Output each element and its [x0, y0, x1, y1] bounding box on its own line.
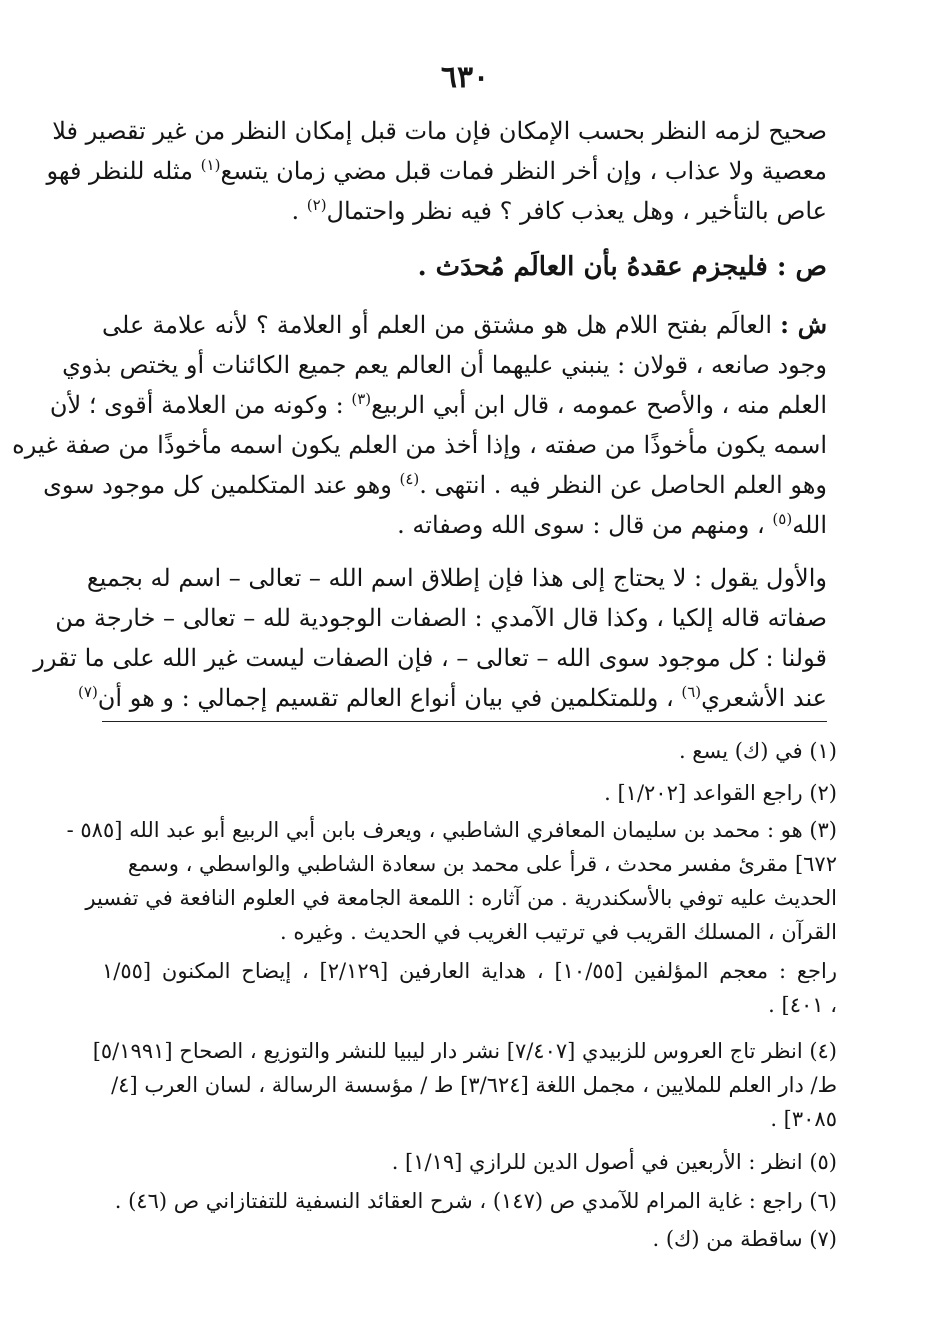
page-number: ٦٣٠	[440, 60, 490, 95]
footnote-ref-1[interactable]: (١)	[200, 156, 221, 174]
footnote-3-reference-line-1: راجع : معجم المؤلفين [١٠/٥٥] ، هداية العارفين [٢/١٢٩] ، إيضاح المكنون [١/٥٥	[102, 959, 837, 983]
matn-marker: ص :	[776, 252, 827, 282]
body-line-13: عند الأشعري$^{(٦)}$ ، وللمتكلمين في بيان أنواع العالم تقسيم إجمالي : و هو أن$^{(٧)}$	[78, 683, 827, 712]
footnote-4-line-1: (٤) انظر تاج العروس للزبيدي [٧/٤٠٧] نشر دار ليبيا للنشر والتوزيع ، الصحاح [٥/١٩٩١]	[92, 1039, 837, 1063]
body-line-10: والأول يقول : لا يحتاج إلى هذا فإن إطلاق اسم الله – تعالى – اسم له بجميع	[86, 564, 827, 592]
footnote-3-line-3: الحديث عليه توفي بالأسكندرية . من آثاره : اللمعة الجامعة في العلوم النافعة في تفسير	[85, 886, 837, 910]
footnote-ref-2[interactable]: (٢)	[306, 196, 327, 214]
footnote-7: (٧) ساقطة من (ك) .	[652, 1227, 837, 1251]
footnote-ref-7[interactable]: (٧)	[78, 683, 98, 701]
body-line-12: قولنا : كل موجود سوى الله – تعالى – ، فإن الصفات ليست غير الله على ما تقرر	[33, 644, 827, 672]
footnote-3-line-2: ٦٧٢] مقرئ مفسر محدث ، قرأ على محمد بن سعادة الشاطبي والواسطي ، وسمع	[127, 852, 837, 876]
body-line-2: معصية ولا عذاب ، وإن أخر النظر فمات قبل مضي زمان يتسع$^{(١)}$ مثله للنظر فهو	[46, 156, 827, 185]
footnote-ref-6[interactable]: (٦)	[681, 683, 702, 701]
footnote-ref-3[interactable]: (٣)	[351, 390, 372, 408]
footnote-3-line-4: القرآن ، المسلك القريب في ترتيب الغريب في الحديث . وغيره .	[280, 920, 837, 944]
sharh-marker: ش :	[780, 310, 827, 339]
body-line-4: ش : العالَم بفتح اللام هل هو مشتق من العلم أو العلامة ؟ لأنه علامة على	[102, 310, 827, 339]
footnote-3-reference-line-2: ، ٤٠١] .	[768, 993, 837, 1017]
body-line-7: اسمه يكون مأخوذًا من صفته ، وإذا أخذ من العلم يكون اسمه مأخوذًا من صفة غيره	[12, 431, 827, 459]
body-line-8: وهو العلم الحاصل عن النظر فيه . انتهى .$^{(٤)}$ وهو عند المتكلمين كل موجود سوى	[43, 470, 827, 499]
body-line-6: العلم منه ، والأصح عمومه ، قال ابن أبي الربيع$^{(٣)}$ : وكونه من العلامة أقوى ؛ لأن	[49, 390, 827, 419]
footnote-6: (٦) راجع : غاية المرام للآمدي ص (١٤٧) ، شرح العقائد النسفية للتفتازاني ص (٤٦) .	[114, 1189, 837, 1213]
body-line-11: صفاته قاله إلكيا ، وكذا قال الآمدي : الصفات الوجودية لله – تعالى – خارجة من	[55, 604, 827, 632]
footnote-ref-5[interactable]: (٥)	[772, 510, 793, 528]
body-line-3: عاص بالتأخير ، وهل يعذب كافر ؟ فيه نظر واحتمال$^{(٢)}$ .	[291, 196, 827, 225]
matn-heading: ص : فليجزم عقدهُ بأن العالَم مُحدَث .	[417, 252, 827, 282]
footnote-3-line-1: (٣) هو : محمد بن سليمان المعافري الشاطبي ، ويعرف بابن أبي الربيع أبو عبد الله [٥٨٥ -	[66, 818, 837, 842]
body-line-1: صحيح لزمه النظر بحسب الإمكان فإن مات قبل إمكان النظر من غير تقصير فلا	[52, 117, 827, 145]
footnote-4-line-3: ٣٠٨٥] .	[770, 1107, 837, 1131]
footnote-2: (٢) راجع القواعد [١/٢٠٢] .	[604, 781, 837, 805]
footnote-ref-4[interactable]: (٤)	[399, 470, 420, 488]
footnote-divider	[102, 721, 827, 722]
body-line-5: وجود صانعه ، قولان : ينبني عليهما أن العالم يعم جميع الكائنات أو يختص بذوي	[62, 351, 827, 379]
footnote-5: (٥) انظر : الأربعين في أصول الدين للرازي [١/١٩] .	[391, 1150, 837, 1174]
body-line-9: الله$^{(٥)}$ ، ومنهم من قال : سوى الله وصفاته .	[397, 510, 827, 539]
footnote-4-line-2: ط/ دار العلم للملايين ، مجمل اللغة [٣/٦٢٤] ط / مؤسسة الرسالة ، لسان العرب [٤/	[111, 1073, 837, 1097]
footnote-1: (١) في (ك) يسع .	[678, 739, 837, 763]
